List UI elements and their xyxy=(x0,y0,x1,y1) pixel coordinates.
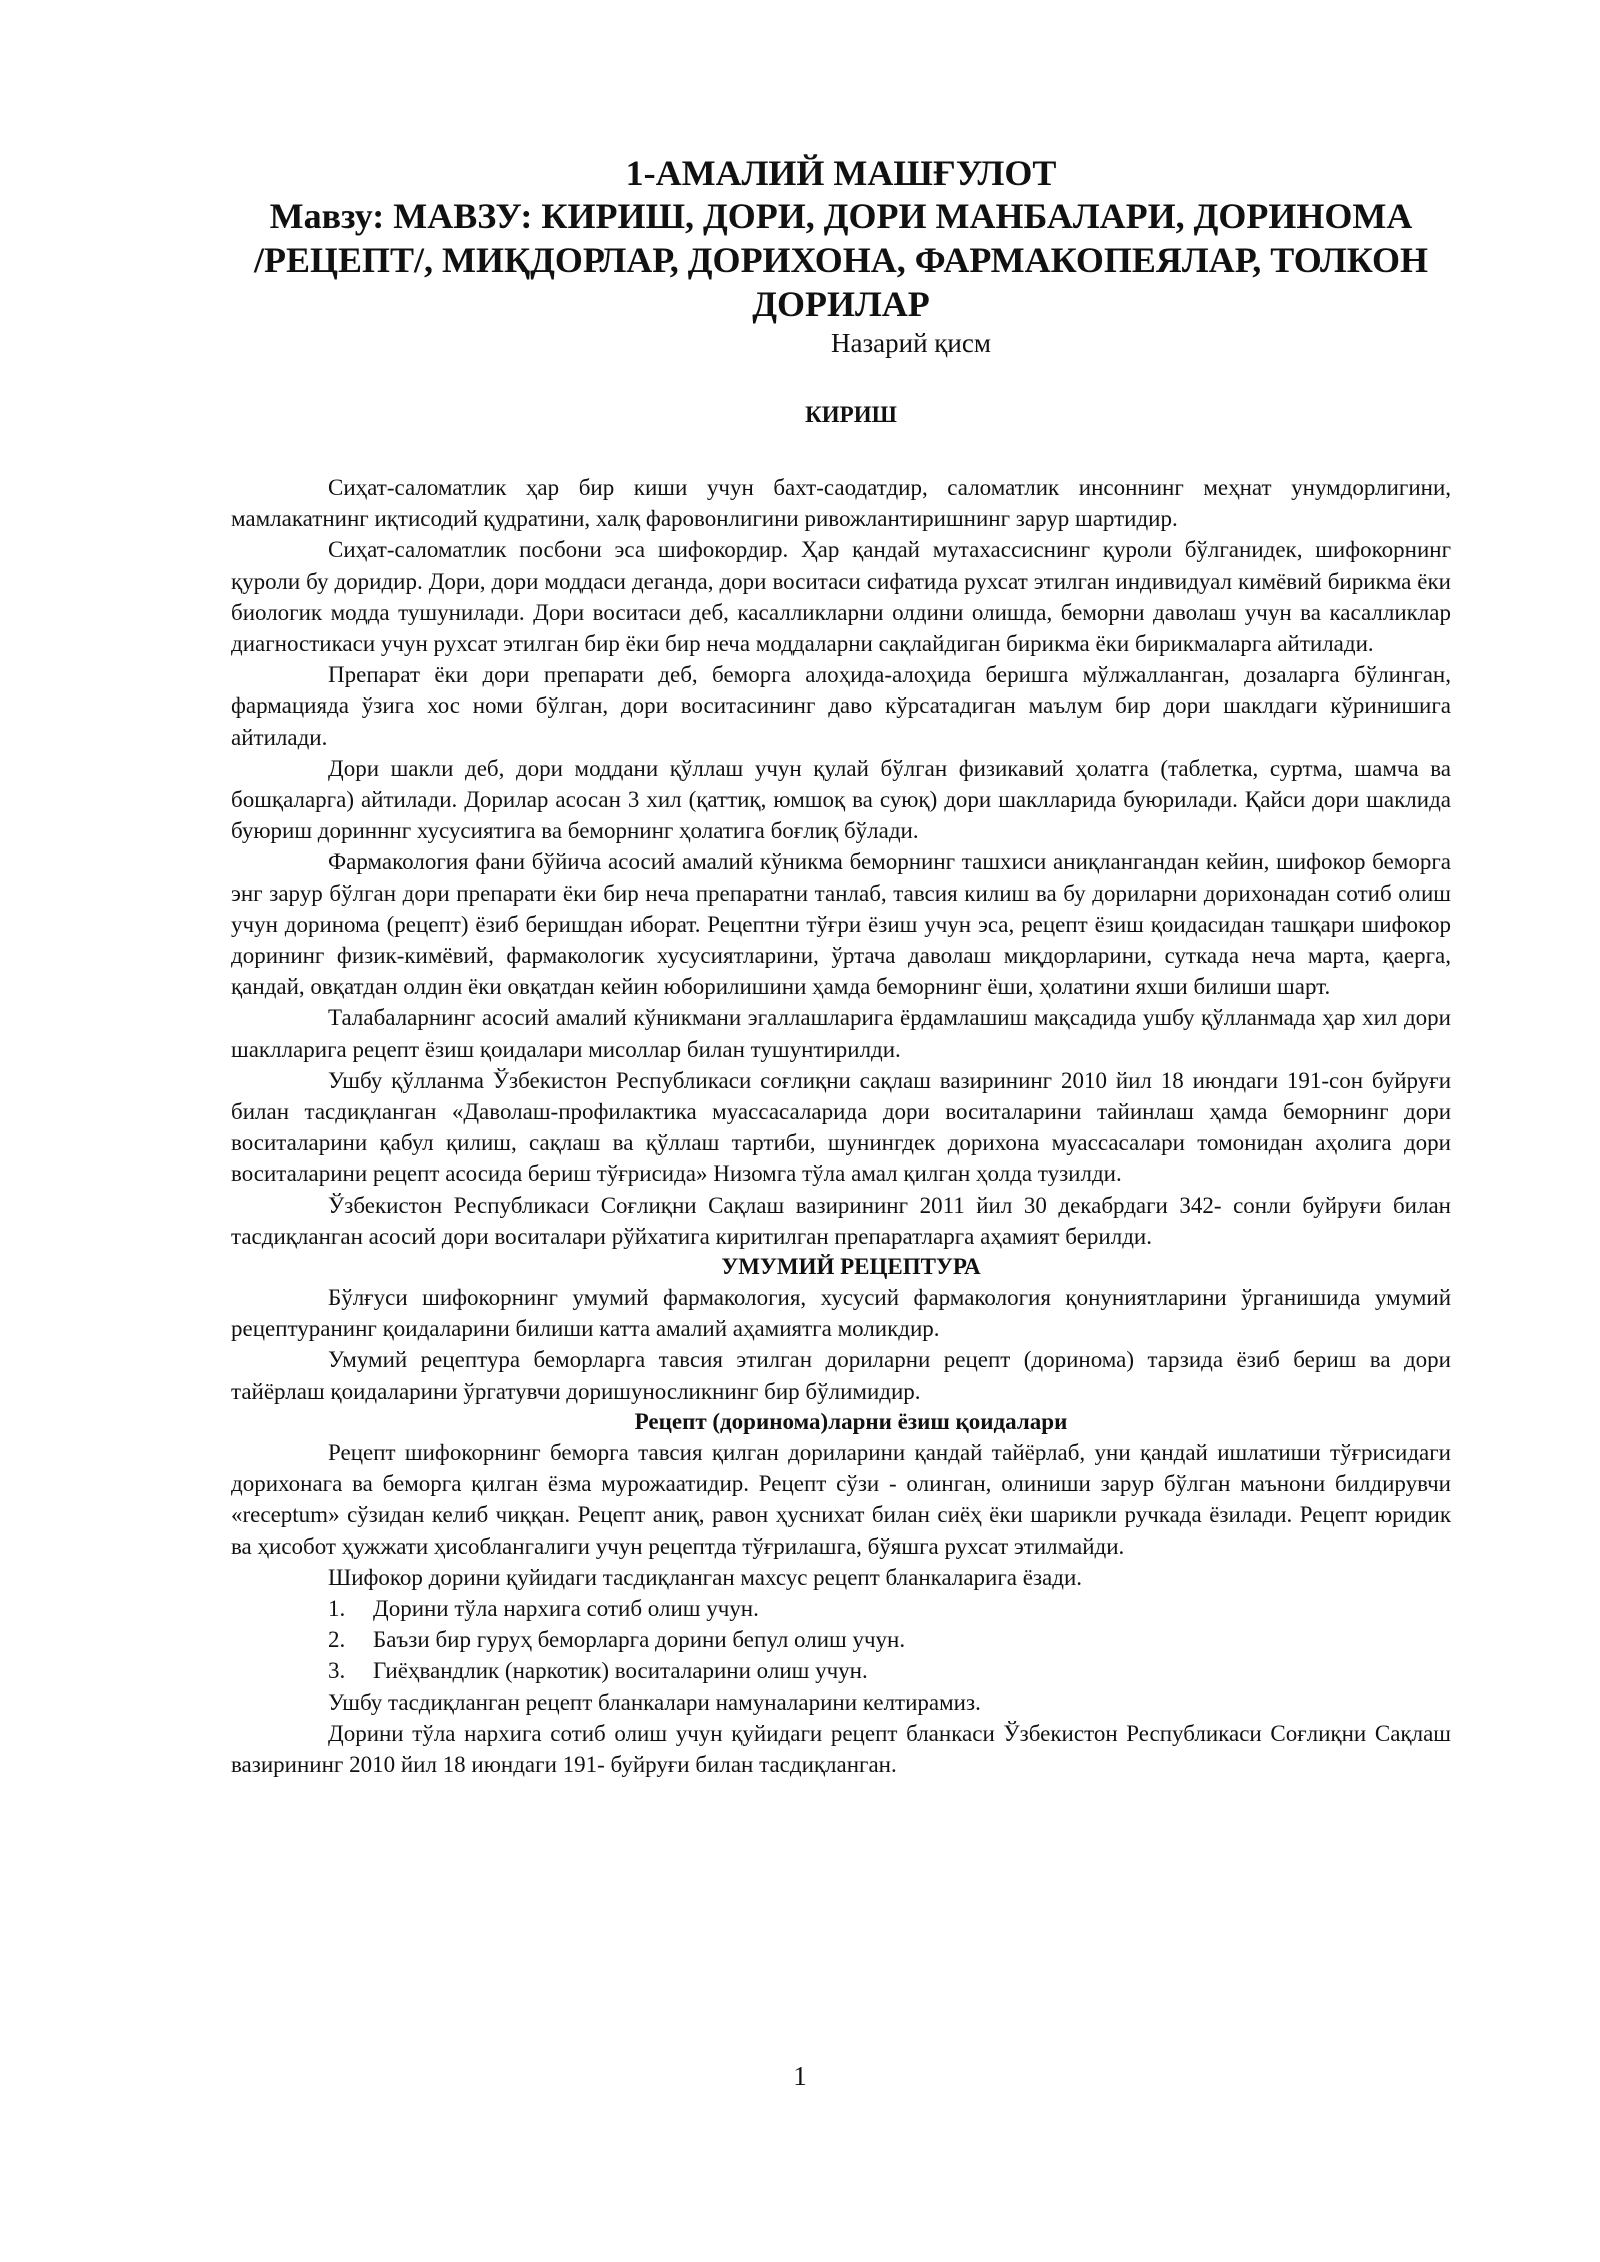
paragraph: Бўлғуси шифокорнинг умумий фармакология, хусусий фармакология қонуниятларини ўрганишида умумий рецептуранинг қоидаларини билиши катта амалий аҳамиятга моликдир. xyxy=(231,1285,1451,1342)
section-heading-intro: КИРИШ xyxy=(805,402,897,427)
paragraph: Фармакология фани бўйича асосий амалий кўникма беморнинг ташхиси аниқлангандан кейин, шифокор беморга энг зарур бўлган дори препарати ёки бир неча препаратни танлаб, тавсия килиш ва бу дориларни дорихонадан сотиб олиш учун доринома (рецепт) ёзиб беришдан иборат. Рецептни тўғри ёзиш учун эса, рецепт ёзиш қоидасидан ташқари шифокор дорининг физик-кимёвий, фармакологик хусусиятларини, ўртача даволаш миқдорларини, суткада неча марта, қаерга, қандай, овқатдан олдин ёки овқатдан кейин юборилишини ҳамда беморнинг ёши, ҳолатини яхши билиши шарт. xyxy=(231,849,1451,1000)
document-title: 1-АМАЛИЙ МАШҒУЛОТ xyxy=(625,153,1057,193)
paragraph: Сиҳат-саломатлик ҳар бир киши учун бахт-саодатдир, саломатлик инсоннинг меҳнат унумдорлигини, мамлакатнинг иқтисодий қудратини, халқ фаровонлигини ривожлантиришнинг зарур шартидир. xyxy=(231,475,1451,532)
list-item-text: Баъзи бир гуруҳ беморларга дорини бепул олиш учун. xyxy=(373,1627,906,1653)
page-number: 1 xyxy=(793,2061,807,2091)
list-item-text: Гиёҳвандлик (наркотик) воситаларини олиш учун. xyxy=(373,1658,868,1684)
paragraph: Сиҳат-саломатлик посбони эса шифокордир. Ҳар қандай мутахассиснинг қуроли бўлганидек, шифокорнинг қуроли бу доридир. Дори, дори моддаси деганда, дори воситаси сифатида рухсат этилган индивидуал кимёвий бирикма ёки биологик модда тушунилади. Дори воситаси деб, касалликларни олдини олишда, беморни даволаш учун ва касалликлар диагностикаси учун рухсат этилган бир ёки бир неча моддаларни сақлайдиган бирикма ёки бирикмаларга айтилади. xyxy=(231,537,1451,657)
topic-heading xyxy=(231,194,1451,326)
list-item xyxy=(231,1655,1451,1686)
topic-line-1 xyxy=(231,194,1451,238)
paragraph: Препарат ёки дори препарати деб, беморга алоҳида-алоҳида беришга мўлжалланган, дозаларга бўлинган, фармацияда ўзига хос номи бўлган, дори воситасининг даво кўрсатадиган маълум бир дори шаклдаги кўринишига айтилади. xyxy=(231,662,1451,750)
paragraph: Талабаларнинг асосий амалий кўникмани эгаллашларига ёрдамлашиш мақсадида ушбу қўлланмада ҳар хил дори шаклларига рецепт ёзиш қоидалари мисоллар билан тушунтирилди. xyxy=(231,1005,1451,1062)
paragraph: Шифокор дорини қуйидаги тасдиқланган махсус рецепт бланкаларига ёзади. xyxy=(328,1564,1083,1590)
topic-text-1: МАВЗУ: КИРИШ, ДОРИ, ДОРИ МАНБАЛАРИ, ДОРИНОМА xyxy=(393,196,1413,236)
paragraph: Ўзбекистон Республикаси Соғлиқни Сақлаш вазирининг 2011 йил 30 декабрдаги 342- сонли буйруғи билан тасдиқланган асосий дори воситалари рўйхатига киритилган препаратларга аҳамият берилди. xyxy=(231,1192,1451,1249)
paragraph: Ушбу тасдиқланган рецепт бланкалари намуналарини келтирамиз. xyxy=(328,1689,981,1715)
list-item xyxy=(231,1593,1451,1624)
paragraph: Умумий рецептура беморларга тавсия этилган дориларни рецепт (доринома) тарзида ёзиб бериш ва дори тайёрлаш қоидаларини ўргатувчи доришуносликнинг бир бўлимидир. xyxy=(231,1347,1451,1404)
document-body xyxy=(231,152,1451,1780)
section-heading-general: УМУМИЙ РЕЦЕПТУРА xyxy=(721,1254,981,1280)
list-item xyxy=(231,1624,1451,1655)
list-item-number: 2. xyxy=(328,1627,346,1653)
topic-prefix: Мавзу: xyxy=(269,196,394,236)
section-heading-rules: Рецепт (доринома)ларни ёзиш қоидалари xyxy=(634,1408,1068,1434)
paragraph: Ушбу қўлланма Ўзбекистон Республикаси соғлиқни сақлаш вазирининг 2010 йил 18 июндаги 191-сон буйруғи билан тасдиқланган «Даволаш-профилактика муассасаларида дори воситаларини тайинлаш ҳамда беморнинг дори воситаларини қабул қилиш, сақлаш ва қўллаш тартиби, шунингдек дорихона муассасалари томонидан аҳолига дори воситаларини рецепт асосида бериш тўғрисида» Низомга тўла амал қилган ҳолда тузилди. xyxy=(231,1067,1451,1187)
list-item-text: Дорини тўла нархига сотиб олиш учун. xyxy=(373,1595,759,1621)
list-item-number: 1. xyxy=(328,1595,346,1621)
blank-types-list xyxy=(231,1593,1451,1687)
paragraph: Дорини тўла нархига сотиб олиш учун қуйидаги рецепт бланкаси Ўзбекистон Республикаси Соғлиқни Сақлаш вазирининг 2010 йил 18 июндаги 191- буйруғи билан тасдиқланган. xyxy=(231,1720,1451,1777)
subtitle: Назарий қисм xyxy=(831,328,991,358)
paragraph: Рецепт шифокорнинг беморга тавсия қилган дориларини қандай тайёрлаб, уни қандай ишлатиши тўғрисидаги дорихонага ва беморга қилган ёзма мурожаатидир. Рецепт сўзи - олинган, олиниши зарур бўлган маънони билдирувчи «receptum» сўзидан келиб чиққан. Рецепт аниқ, равон ҳуснихат билан сиёҳ ёки шарикли ручкада ёзилади. Рецепт юридик ва ҳисобот ҳужжати ҳисоблангалиги учун рецептда тўғрилашга, бўяшга рухсат этилмайди. xyxy=(231,1439,1451,1559)
topic-line-3: ДОРИЛАР xyxy=(752,284,930,324)
topic-line-2: /РЕЦЕПТ/, МИҚДОРЛАР, ДОРИХОНА, ФАРМАКОПЕЯЛАР, ТОЛКОН xyxy=(254,240,1428,280)
list-item-number: 3. xyxy=(328,1658,346,1684)
paragraph: Дори шакли деб, дори моддани қўллаш учун қулай бўлган физикавий ҳолатга (таблетка, суртма, шамча ва бошқаларга) айтилади. Дорилар асосан 3 хил (қаттиқ, юмшоқ ва суюқ) дори шаклларида буюрилади. Қайси дори шаклида буюриш доринннг хусусиятига ва беморнинг ҳолатига боғлиқ бўлади. xyxy=(231,755,1451,844)
